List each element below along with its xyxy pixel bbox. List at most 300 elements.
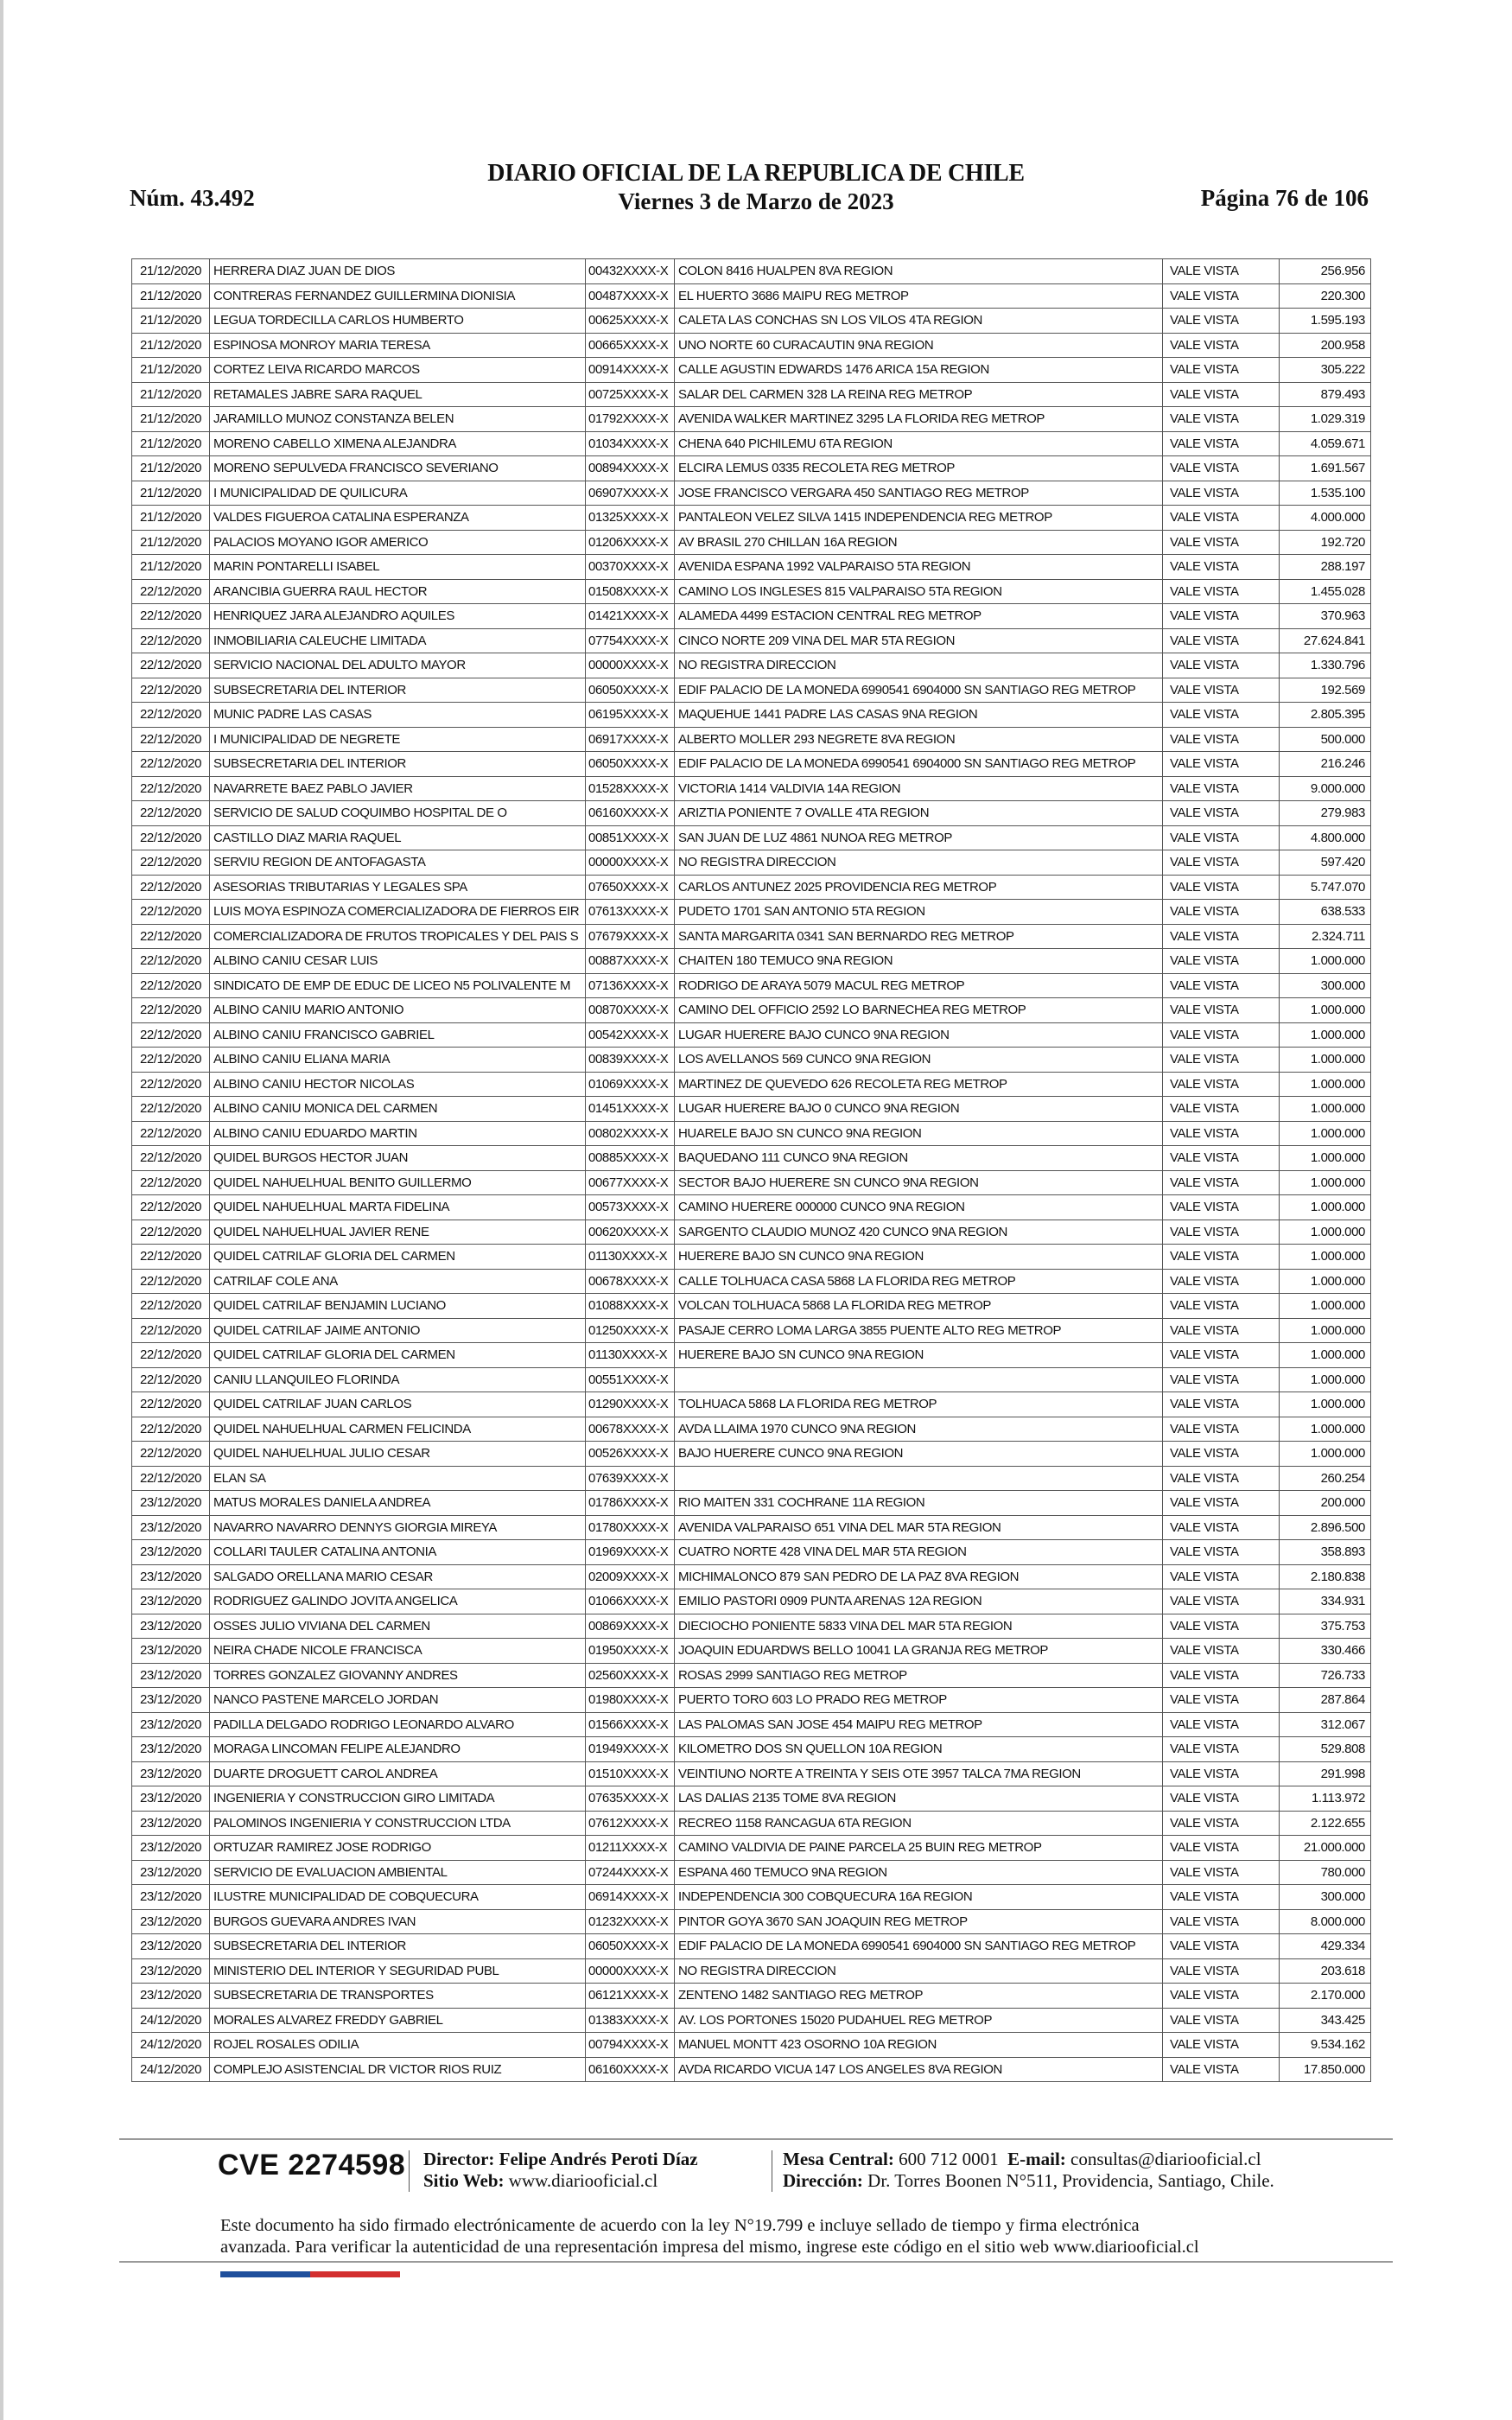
table-row <box>132 506 1371 531</box>
amount-cell: 500.000 <box>1280 727 1371 752</box>
address-cell: PINTOR GOYA 3670 SAN JOAQUIN REG METROP <box>675 1909 1163 1934</box>
date-cell: 21/12/2020 <box>132 456 210 481</box>
payment-type-cell: VALE VISTA <box>1163 333 1280 358</box>
name-cell: QUIDEL CATRILAF JAIME ANTONIO <box>210 1318 586 1343</box>
rut-cell: 00573XXXX-X <box>586 1195 675 1220</box>
rut-cell: 00678XXXX-X <box>586 1417 675 1442</box>
amount-cell: 9.534.162 <box>1280 2033 1371 2058</box>
payment-type-cell: VALE VISTA <box>1163 1442 1280 1467</box>
name-cell: PALACIOS MOYANO IGOR AMERICO <box>210 530 586 555</box>
table-row <box>132 259 1371 284</box>
address-cell: AVENIDA WALKER MARTINEZ 3295 LA FLORIDA REG METROP <box>675 407 1163 432</box>
amount-cell: 216.246 <box>1280 752 1371 777</box>
payment-type-cell: VALE VISTA <box>1163 1639 1280 1664</box>
flag-stripe-blue <box>220 2271 310 2277</box>
date-cell: 24/12/2020 <box>132 2057 210 2082</box>
payment-type-cell: VALE VISTA <box>1163 1146 1280 1171</box>
name-cell: TORRES GONZALEZ GIOVANNY ANDRES <box>210 1663 586 1688</box>
date-cell: 23/12/2020 <box>132 1836 210 1861</box>
amount-cell: 370.963 <box>1280 604 1371 629</box>
legal-notice-line: avanzada. Para verificar la autenticidad de una representación impresa del mismo, ingrese este código en el sitio web www.diariooficial.cl <box>220 2238 1199 2257</box>
date-cell: 21/12/2020 <box>132 333 210 358</box>
address-cell: DIECIOCHO PONIENTE 5833 VINA DEL MAR 5TA REGION <box>675 1614 1163 1639</box>
table-row <box>132 1860 1371 1885</box>
address-value: Dr. Torres Boonen N°511, Providencia, Santiago, Chile. <box>867 2170 1274 2191</box>
name-cell: ROJEL ROSALES ODILIA <box>210 2033 586 2058</box>
table-row <box>132 382 1371 407</box>
payment-type-cell: VALE VISTA <box>1163 924 1280 949</box>
address-cell: SALAR DEL CARMEN 328 LA REINA REG METROP <box>675 382 1163 407</box>
name-cell: ARANCIBIA GUERRA RAUL HECTOR <box>210 579 586 604</box>
date-cell: 22/12/2020 <box>132 1318 210 1343</box>
date-cell: 22/12/2020 <box>132 1170 210 1195</box>
address-cell: ALAMEDA 4499 ESTACION CENTRAL REG METROP <box>675 604 1163 629</box>
page-indicator: Página 76 de 106 <box>1200 185 1369 211</box>
rut-cell: 01421XXXX-X <box>586 604 675 629</box>
amount-cell: 1.455.028 <box>1280 579 1371 604</box>
payment-type-cell: VALE VISTA <box>1163 530 1280 555</box>
table-row <box>132 283 1371 309</box>
table-row <box>132 924 1371 949</box>
payment-type-cell: VALE VISTA <box>1163 628 1280 653</box>
amount-cell: 256.956 <box>1280 259 1371 284</box>
amount-cell: 1.000.000 <box>1280 1269 1371 1294</box>
name-cell: MINISTERIO DEL INTERIOR Y SEGURIDAD PUBL <box>210 1958 586 1984</box>
issue-number: Núm. 43.492 <box>130 185 255 211</box>
address-cell: PASAJE CERRO LOMA LARGA 3855 PUENTE ALTO REG METROP <box>675 1318 1163 1343</box>
payment-type-cell: VALE VISTA <box>1163 1491 1280 1516</box>
payment-type-cell: VALE VISTA <box>1163 2008 1280 2033</box>
payment-type-cell: VALE VISTA <box>1163 2033 1280 2058</box>
address-cell: SECTOR BAJO HUERERE SN CUNCO 9NA REGION <box>675 1170 1163 1195</box>
address-cell: AV BRASIL 270 CHILLAN 16A REGION <box>675 530 1163 555</box>
date-cell: 23/12/2020 <box>132 1639 210 1664</box>
amount-cell: 1.000.000 <box>1280 998 1371 1023</box>
table-row <box>132 1688 1371 1713</box>
date-cell: 22/12/2020 <box>132 1466 210 1491</box>
payment-type-cell: VALE VISTA <box>1163 752 1280 777</box>
payment-type-cell: VALE VISTA <box>1163 1564 1280 1589</box>
rut-cell: 01949XXXX-X <box>586 1737 675 1762</box>
name-cell: HERRERA DIAZ JUAN DE DIOS <box>210 259 586 284</box>
name-cell: QUIDEL CATRILAF GLORIA DEL CARMEN <box>210 1245 586 1270</box>
records-table <box>131 258 1371 2082</box>
amount-cell: 9.000.000 <box>1280 776 1371 801</box>
amount-cell: 1.000.000 <box>1280 1294 1371 1319</box>
table-row <box>132 1885 1371 1910</box>
date-cell: 22/12/2020 <box>132 1367 210 1392</box>
address-cell: CALLE TOLHUACA CASA 5868 LA FLORIDA REG METROP <box>675 1269 1163 1294</box>
address-cell: COLON 8416 HUALPEN 8VA REGION <box>675 259 1163 284</box>
name-cell: QUIDEL NAHUELHUAL MARTA FIDELINA <box>210 1195 586 1220</box>
payment-type-cell: VALE VISTA <box>1163 1392 1280 1417</box>
date-cell: 23/12/2020 <box>132 1761 210 1786</box>
payment-type-cell: VALE VISTA <box>1163 456 1280 481</box>
address-cell: ELCIRA LEMUS 0335 RECOLETA REG METROP <box>675 456 1163 481</box>
date-cell: 22/12/2020 <box>132 1245 210 1270</box>
date-cell: 23/12/2020 <box>132 1564 210 1589</box>
payment-type-cell: VALE VISTA <box>1163 973 1280 998</box>
name-cell: SINDICATO DE EMP DE EDUC DE LICEO N5 POLIVALENTE M <box>210 973 586 998</box>
rut-cell: 00542XXXX-X <box>586 1022 675 1048</box>
table-row <box>132 875 1371 900</box>
rut-cell: 01528XXXX-X <box>586 776 675 801</box>
amount-cell: 1.000.000 <box>1280 1417 1371 1442</box>
amount-cell: 1.000.000 <box>1280 949 1371 974</box>
amount-cell: 1.000.000 <box>1280 1146 1371 1171</box>
date-cell: 22/12/2020 <box>132 1048 210 1073</box>
director-name: Felipe Andrés Peroti Díaz <box>499 2149 698 2169</box>
table-row <box>132 456 1371 481</box>
address-cell: INDEPENDENCIA 300 COBQUECURA 16A REGION <box>675 1885 1163 1910</box>
name-cell: QUIDEL NAHUELHUAL JULIO CESAR <box>210 1442 586 1467</box>
address-cell: AV. LOS PORTONES 15020 PUDAHUEL REG METROP <box>675 2008 1163 2033</box>
table-row <box>132 1269 1371 1294</box>
date-cell: 23/12/2020 <box>132 1984 210 2009</box>
amount-cell: 1.113.972 <box>1280 1786 1371 1812</box>
name-cell: COMPLEJO ASISTENCIAL DR VICTOR RIOS RUIZ <box>210 2057 586 2082</box>
rut-cell: 00894XXXX-X <box>586 456 675 481</box>
date-cell: 22/12/2020 <box>132 1294 210 1319</box>
address-cell: SANTA MARGARITA 0341 SAN BERNARDO REG METROP <box>675 924 1163 949</box>
amount-cell: 17.850.000 <box>1280 2057 1371 2082</box>
address-cell: LAS DALIAS 2135 TOME 8VA REGION <box>675 1786 1163 1812</box>
name-cell: MORENO SEPULVEDA FRANCISCO SEVERIANO <box>210 456 586 481</box>
payment-type-cell: VALE VISTA <box>1163 949 1280 974</box>
table-row <box>132 1836 1371 1861</box>
table-row <box>132 703 1371 728</box>
amount-cell: 21.000.000 <box>1280 1836 1371 1861</box>
address-cell: CALETA LAS CONCHAS SN LOS VILOS 4TA REGION <box>675 309 1163 334</box>
date-cell: 21/12/2020 <box>132 407 210 432</box>
address-cell: HUERERE BAJO SN CUNCO 9NA REGION <box>675 1245 1163 1270</box>
date-cell: 23/12/2020 <box>132 1540 210 1565</box>
date-cell: 22/12/2020 <box>132 1220 210 1245</box>
name-cell: QUIDEL CATRILAF JUAN CARLOS <box>210 1392 586 1417</box>
address-cell: MARTINEZ DE QUEVEDO 626 RECOLETA REG METROP <box>675 1072 1163 1097</box>
payment-type-cell: VALE VISTA <box>1163 1195 1280 1220</box>
name-cell: SUBSECRETARIA DEL INTERIOR <box>210 752 586 777</box>
payment-type-cell: VALE VISTA <box>1163 1688 1280 1713</box>
name-cell: ORTUZAR RAMIREZ JOSE RODRIGO <box>210 1836 586 1861</box>
rut-cell: 06917XXXX-X <box>586 727 675 752</box>
address-cell: NO REGISTRA DIRECCION <box>675 1958 1163 1984</box>
rut-cell: 00802XXXX-X <box>586 1121 675 1146</box>
amount-cell: 1.000.000 <box>1280 1343 1371 1368</box>
date-cell: 22/12/2020 <box>132 900 210 925</box>
date-cell: 22/12/2020 <box>132 579 210 604</box>
rut-cell: 06160XXXX-X <box>586 2057 675 2082</box>
amount-cell: 2.170.000 <box>1280 1984 1371 2009</box>
rut-cell: 07639XXXX-X <box>586 1466 675 1491</box>
payment-type-cell: VALE VISTA <box>1163 1761 1280 1786</box>
payment-type-cell: VALE VISTA <box>1163 1515 1280 1540</box>
address-cell: CAMINO VALDIVIA DE PAINE PARCELA 25 BUIN REG METROP <box>675 1836 1163 1861</box>
name-cell: ELAN SA <box>210 1466 586 1491</box>
date-cell: 21/12/2020 <box>132 530 210 555</box>
amount-cell: 200.958 <box>1280 333 1371 358</box>
table-row <box>132 727 1371 752</box>
name-cell: COLLARI TAULER CATALINA ANTONIA <box>210 1540 586 1565</box>
table-row <box>132 1195 1371 1220</box>
address-cell: SARGENTO CLAUDIO MUNOZ 420 CUNCO 9NA REGION <box>675 1220 1163 1245</box>
name-cell: MORALES ALVAREZ FREDDY GABRIEL <box>210 2008 586 2033</box>
date-cell: 22/12/2020 <box>132 604 210 629</box>
table-row <box>132 1984 1371 2009</box>
payment-type-cell: VALE VISTA <box>1163 382 1280 407</box>
date-cell: 22/12/2020 <box>132 703 210 728</box>
table-row <box>132 1442 1371 1467</box>
table-row <box>132 1614 1371 1639</box>
payment-type-cell: VALE VISTA <box>1163 1836 1280 1861</box>
name-cell: HENRIQUEZ JARA ALEJANDRO AQUILES <box>210 604 586 629</box>
address-cell: PUERTO TORO 603 LO PRADO REG METROP <box>675 1688 1163 1713</box>
amount-cell: 1.000.000 <box>1280 1048 1371 1073</box>
table-row <box>132 1712 1371 1737</box>
name-cell: OSSES JULIO VIVIANA DEL CARMEN <box>210 1614 586 1639</box>
name-cell: INMOBILIARIA CALEUCHE LIMITADA <box>210 628 586 653</box>
footer-director-block <box>423 2149 698 2192</box>
footer-separator <box>409 2150 410 2192</box>
date-cell: 23/12/2020 <box>132 1885 210 1910</box>
address-cell: LAS PALOMAS SAN JOSE 454 MAIPU REG METROP <box>675 1712 1163 1737</box>
payment-type-cell: VALE VISTA <box>1163 825 1280 850</box>
name-cell: CONTRERAS FERNANDEZ GUILLERMINA DIONISIA <box>210 283 586 309</box>
table-row <box>132 1318 1371 1343</box>
date-cell: 22/12/2020 <box>132 801 210 826</box>
name-cell: SERVIU REGION DE ANTOFAGASTA <box>210 850 586 876</box>
date-cell: 21/12/2020 <box>132 506 210 531</box>
amount-cell: 192.720 <box>1280 530 1371 555</box>
amount-cell: 1.000.000 <box>1280 1195 1371 1220</box>
address-cell: HUERERE BAJO SN CUNCO 9NA REGION <box>675 1343 1163 1368</box>
amount-cell: 300.000 <box>1280 973 1371 998</box>
amount-cell: 287.864 <box>1280 1688 1371 1713</box>
address-cell: EDIF PALACIO DE LA MONEDA 6990541 6904000 SN SANTIAGO REG METROP <box>675 678 1163 703</box>
records-table-body <box>132 259 1371 2082</box>
rut-cell: 00526XXXX-X <box>586 1442 675 1467</box>
date-cell: 21/12/2020 <box>132 259 210 284</box>
name-cell: SERVICIO NACIONAL DEL ADULTO MAYOR <box>210 653 586 678</box>
address-cell: UNO NORTE 60 CURACAUTIN 9NA REGION <box>675 333 1163 358</box>
amount-cell: 1.000.000 <box>1280 1392 1371 1417</box>
payment-type-cell: VALE VISTA <box>1163 1737 1280 1762</box>
address-cell: CAMINO LOS INGLESES 815 VALPARAISO 5TA REGION <box>675 579 1163 604</box>
address-cell: EMILIO PASTORI 0909 PUNTA ARENAS 12A REGION <box>675 1589 1163 1614</box>
payment-type-cell: VALE VISTA <box>1163 875 1280 900</box>
address-cell: LUGAR HUERERE BAJO 0 CUNCO 9NA REGION <box>675 1097 1163 1122</box>
name-cell: MORENO CABELLO XIMENA ALEJANDRA <box>210 431 586 456</box>
table-row <box>132 1072 1371 1097</box>
table-row <box>132 1564 1371 1589</box>
rut-cell: 07635XXXX-X <box>586 1786 675 1812</box>
payment-type-cell: VALE VISTA <box>1163 1786 1280 1812</box>
amount-cell: 375.753 <box>1280 1614 1371 1639</box>
name-cell: QUIDEL NAHUELHUAL CARMEN FELICINDA <box>210 1417 586 1442</box>
payment-type-cell: VALE VISTA <box>1163 1860 1280 1885</box>
amount-cell: 279.983 <box>1280 801 1371 826</box>
payment-type-cell: VALE VISTA <box>1163 1245 1280 1270</box>
payment-type-cell: VALE VISTA <box>1163 1909 1280 1934</box>
address-cell: PUDETO 1701 SAN ANTONIO 5TA REGION <box>675 900 1163 925</box>
table-row <box>132 579 1371 604</box>
rut-cell: 01088XXXX-X <box>586 1294 675 1319</box>
amount-cell: 5.747.070 <box>1280 875 1371 900</box>
payment-type-cell: VALE VISTA <box>1163 1343 1280 1368</box>
address-cell: LUGAR HUERERE BAJO CUNCO 9NA REGION <box>675 1022 1163 1048</box>
rut-cell: 06050XXXX-X <box>586 1934 675 1959</box>
amount-cell: 200.000 <box>1280 1491 1371 1516</box>
payment-type-cell: VALE VISTA <box>1163 431 1280 456</box>
name-cell: INGENIERIA Y CONSTRUCCION GIRO LIMITADA <box>210 1786 586 1812</box>
table-row <box>132 949 1371 974</box>
address-cell: EL HUERTO 3686 MAIPU REG METROP <box>675 283 1163 309</box>
date-cell: 22/12/2020 <box>132 727 210 752</box>
phone-value: 600 712 0001 <box>899 2149 999 2169</box>
rut-cell: 00678XXXX-X <box>586 1269 675 1294</box>
table-row <box>132 604 1371 629</box>
rut-cell: 00000XXXX-X <box>586 653 675 678</box>
table-row <box>132 431 1371 456</box>
amount-cell: 2.896.500 <box>1280 1515 1371 1540</box>
name-cell: MATUS MORALES DANIELA ANDREA <box>210 1491 586 1516</box>
table-row <box>132 1639 1371 1664</box>
publication-title: DIARIO OFICIAL DE LA REPUBLICA DE CHILE <box>487 160 1025 187</box>
amount-cell: 203.618 <box>1280 1958 1371 1984</box>
table-row <box>132 1491 1371 1516</box>
rut-cell: 07244XXXX-X <box>586 1860 675 1885</box>
rut-cell: 00487XXXX-X <box>586 283 675 309</box>
date-cell: 22/12/2020 <box>132 973 210 998</box>
amount-cell: 1.535.100 <box>1280 481 1371 506</box>
rut-cell: 00000XXXX-X <box>586 1958 675 1984</box>
footer-divider-bottom <box>119 2261 1393 2263</box>
payment-type-cell: VALE VISTA <box>1163 1269 1280 1294</box>
rut-cell: 00870XXXX-X <box>586 998 675 1023</box>
date-cell: 24/12/2020 <box>132 2008 210 2033</box>
address-cell: AVDA RICARDO VICUA 147 LOS ANGELES 8VA REGION <box>675 2057 1163 2082</box>
amount-cell: 2.324.711 <box>1280 924 1371 949</box>
date-cell: 24/12/2020 <box>132 2033 210 2058</box>
date-cell: 21/12/2020 <box>132 555 210 580</box>
table-row <box>132 752 1371 777</box>
amount-cell: 1.000.000 <box>1280 1245 1371 1270</box>
payment-type-cell: VALE VISTA <box>1163 1022 1280 1048</box>
table-row <box>132 1589 1371 1614</box>
rut-cell: 00620XXXX-X <box>586 1220 675 1245</box>
address-cell <box>675 1466 1163 1491</box>
name-cell: ESPINOSA MONROY MARIA TERESA <box>210 333 586 358</box>
amount-cell: 260.254 <box>1280 1466 1371 1491</box>
rut-cell: 01980XXXX-X <box>586 1688 675 1713</box>
address-cell: NO REGISTRA DIRECCION <box>675 653 1163 678</box>
payment-type-cell: VALE VISTA <box>1163 1540 1280 1565</box>
date-cell: 23/12/2020 <box>132 1712 210 1737</box>
website-label: Sitio Web: <box>423 2170 505 2191</box>
rut-cell: 00370XXXX-X <box>586 555 675 580</box>
amount-cell: 343.425 <box>1280 2008 1371 2033</box>
address-cell: CAMINO HUERERE 000000 CUNCO 9NA REGION <box>675 1195 1163 1220</box>
name-cell: QUIDEL BURGOS HECTOR JUAN <box>210 1146 586 1171</box>
payment-type-cell: VALE VISTA <box>1163 1614 1280 1639</box>
table-row <box>132 2057 1371 2082</box>
address-cell: VICTORIA 1414 VALDIVIA 14A REGION <box>675 776 1163 801</box>
date-cell: 22/12/2020 <box>132 678 210 703</box>
name-cell: NAVARRO NAVARRO DENNYS GIORGIA MIREYA <box>210 1515 586 1540</box>
website-link[interactable]: www.diariooficial.cl <box>508 2170 658 2191</box>
table-row <box>132 555 1371 580</box>
date-cell: 22/12/2020 <box>132 1072 210 1097</box>
table-row <box>132 1540 1371 1565</box>
address-cell: MICHIMALONCO 879 SAN PEDRO DE LA PAZ 8VA REGION <box>675 1564 1163 1589</box>
amount-cell: 1.000.000 <box>1280 1220 1371 1245</box>
table-row <box>132 1294 1371 1319</box>
address-cell: CAMINO DEL OFFICIO 2592 LO BARNECHEA REG METROP <box>675 998 1163 1023</box>
amount-cell: 305.222 <box>1280 358 1371 383</box>
table-row <box>132 2008 1371 2033</box>
payment-type-cell: VALE VISTA <box>1163 1072 1280 1097</box>
date-cell: 22/12/2020 <box>132 628 210 653</box>
table-row <box>132 2033 1371 2058</box>
rut-cell: 00869XXXX-X <box>586 1614 675 1639</box>
rut-cell: 01780XXXX-X <box>586 1515 675 1540</box>
amount-cell: 879.493 <box>1280 382 1371 407</box>
rut-cell: 00851XXXX-X <box>586 825 675 850</box>
address-cell: SAN JUAN DE LUZ 4861 NUNOA REG METROP <box>675 825 1163 850</box>
amount-cell: 4.059.671 <box>1280 431 1371 456</box>
table-row <box>132 1022 1371 1048</box>
legal-notice <box>220 2215 1292 2258</box>
date-cell: 21/12/2020 <box>132 358 210 383</box>
rut-cell: 06914XXXX-X <box>586 1885 675 1910</box>
payment-type-cell: VALE VISTA <box>1163 1958 1280 1984</box>
payment-type-cell: VALE VISTA <box>1163 1984 1280 2009</box>
cve-code: CVE 2274598 <box>218 2149 406 2181</box>
table-row <box>132 333 1371 358</box>
footer-contact-block <box>783 2149 1274 2192</box>
table-row <box>132 998 1371 1023</box>
email-link[interactable]: consultas@diariooficial.cl <box>1070 2149 1261 2169</box>
payment-type-cell: VALE VISTA <box>1163 1885 1280 1910</box>
table-row <box>132 1737 1371 1762</box>
rut-cell: 01232XXXX-X <box>586 1909 675 1934</box>
payment-type-cell: VALE VISTA <box>1163 1934 1280 1959</box>
rut-cell: 00839XXXX-X <box>586 1048 675 1073</box>
date-cell: 22/12/2020 <box>132 850 210 876</box>
date-cell: 22/12/2020 <box>132 1022 210 1048</box>
table-row <box>132 1048 1371 1073</box>
amount-cell: 334.931 <box>1280 1589 1371 1614</box>
address-label: Dirección: <box>783 2170 863 2191</box>
date-cell: 22/12/2020 <box>132 1146 210 1171</box>
payment-type-cell: VALE VISTA <box>1163 678 1280 703</box>
payment-type-cell: VALE VISTA <box>1163 1220 1280 1245</box>
rut-cell: 01950XXXX-X <box>586 1639 675 1664</box>
rut-cell: 06050XXXX-X <box>586 678 675 703</box>
date-cell: 22/12/2020 <box>132 875 210 900</box>
name-cell: NEIRA CHADE NICOLE FRANCISCA <box>210 1639 586 1664</box>
amount-cell: 1.000.000 <box>1280 1022 1371 1048</box>
amount-cell: 1.000.000 <box>1280 1121 1371 1146</box>
rut-cell: 06195XXXX-X <box>586 703 675 728</box>
table-row <box>132 776 1371 801</box>
address-cell: CINCO NORTE 209 VINA DEL MAR 5TA REGION <box>675 628 1163 653</box>
amount-cell: 300.000 <box>1280 1885 1371 1910</box>
name-cell: I MUNICIPALIDAD DE NEGRETE <box>210 727 586 752</box>
page-edge <box>0 0 3 2420</box>
name-cell: CANIU LLANQUILEO FLORINDA <box>210 1367 586 1392</box>
name-cell: SUBSECRETARIA DE TRANSPORTES <box>210 1984 586 2009</box>
